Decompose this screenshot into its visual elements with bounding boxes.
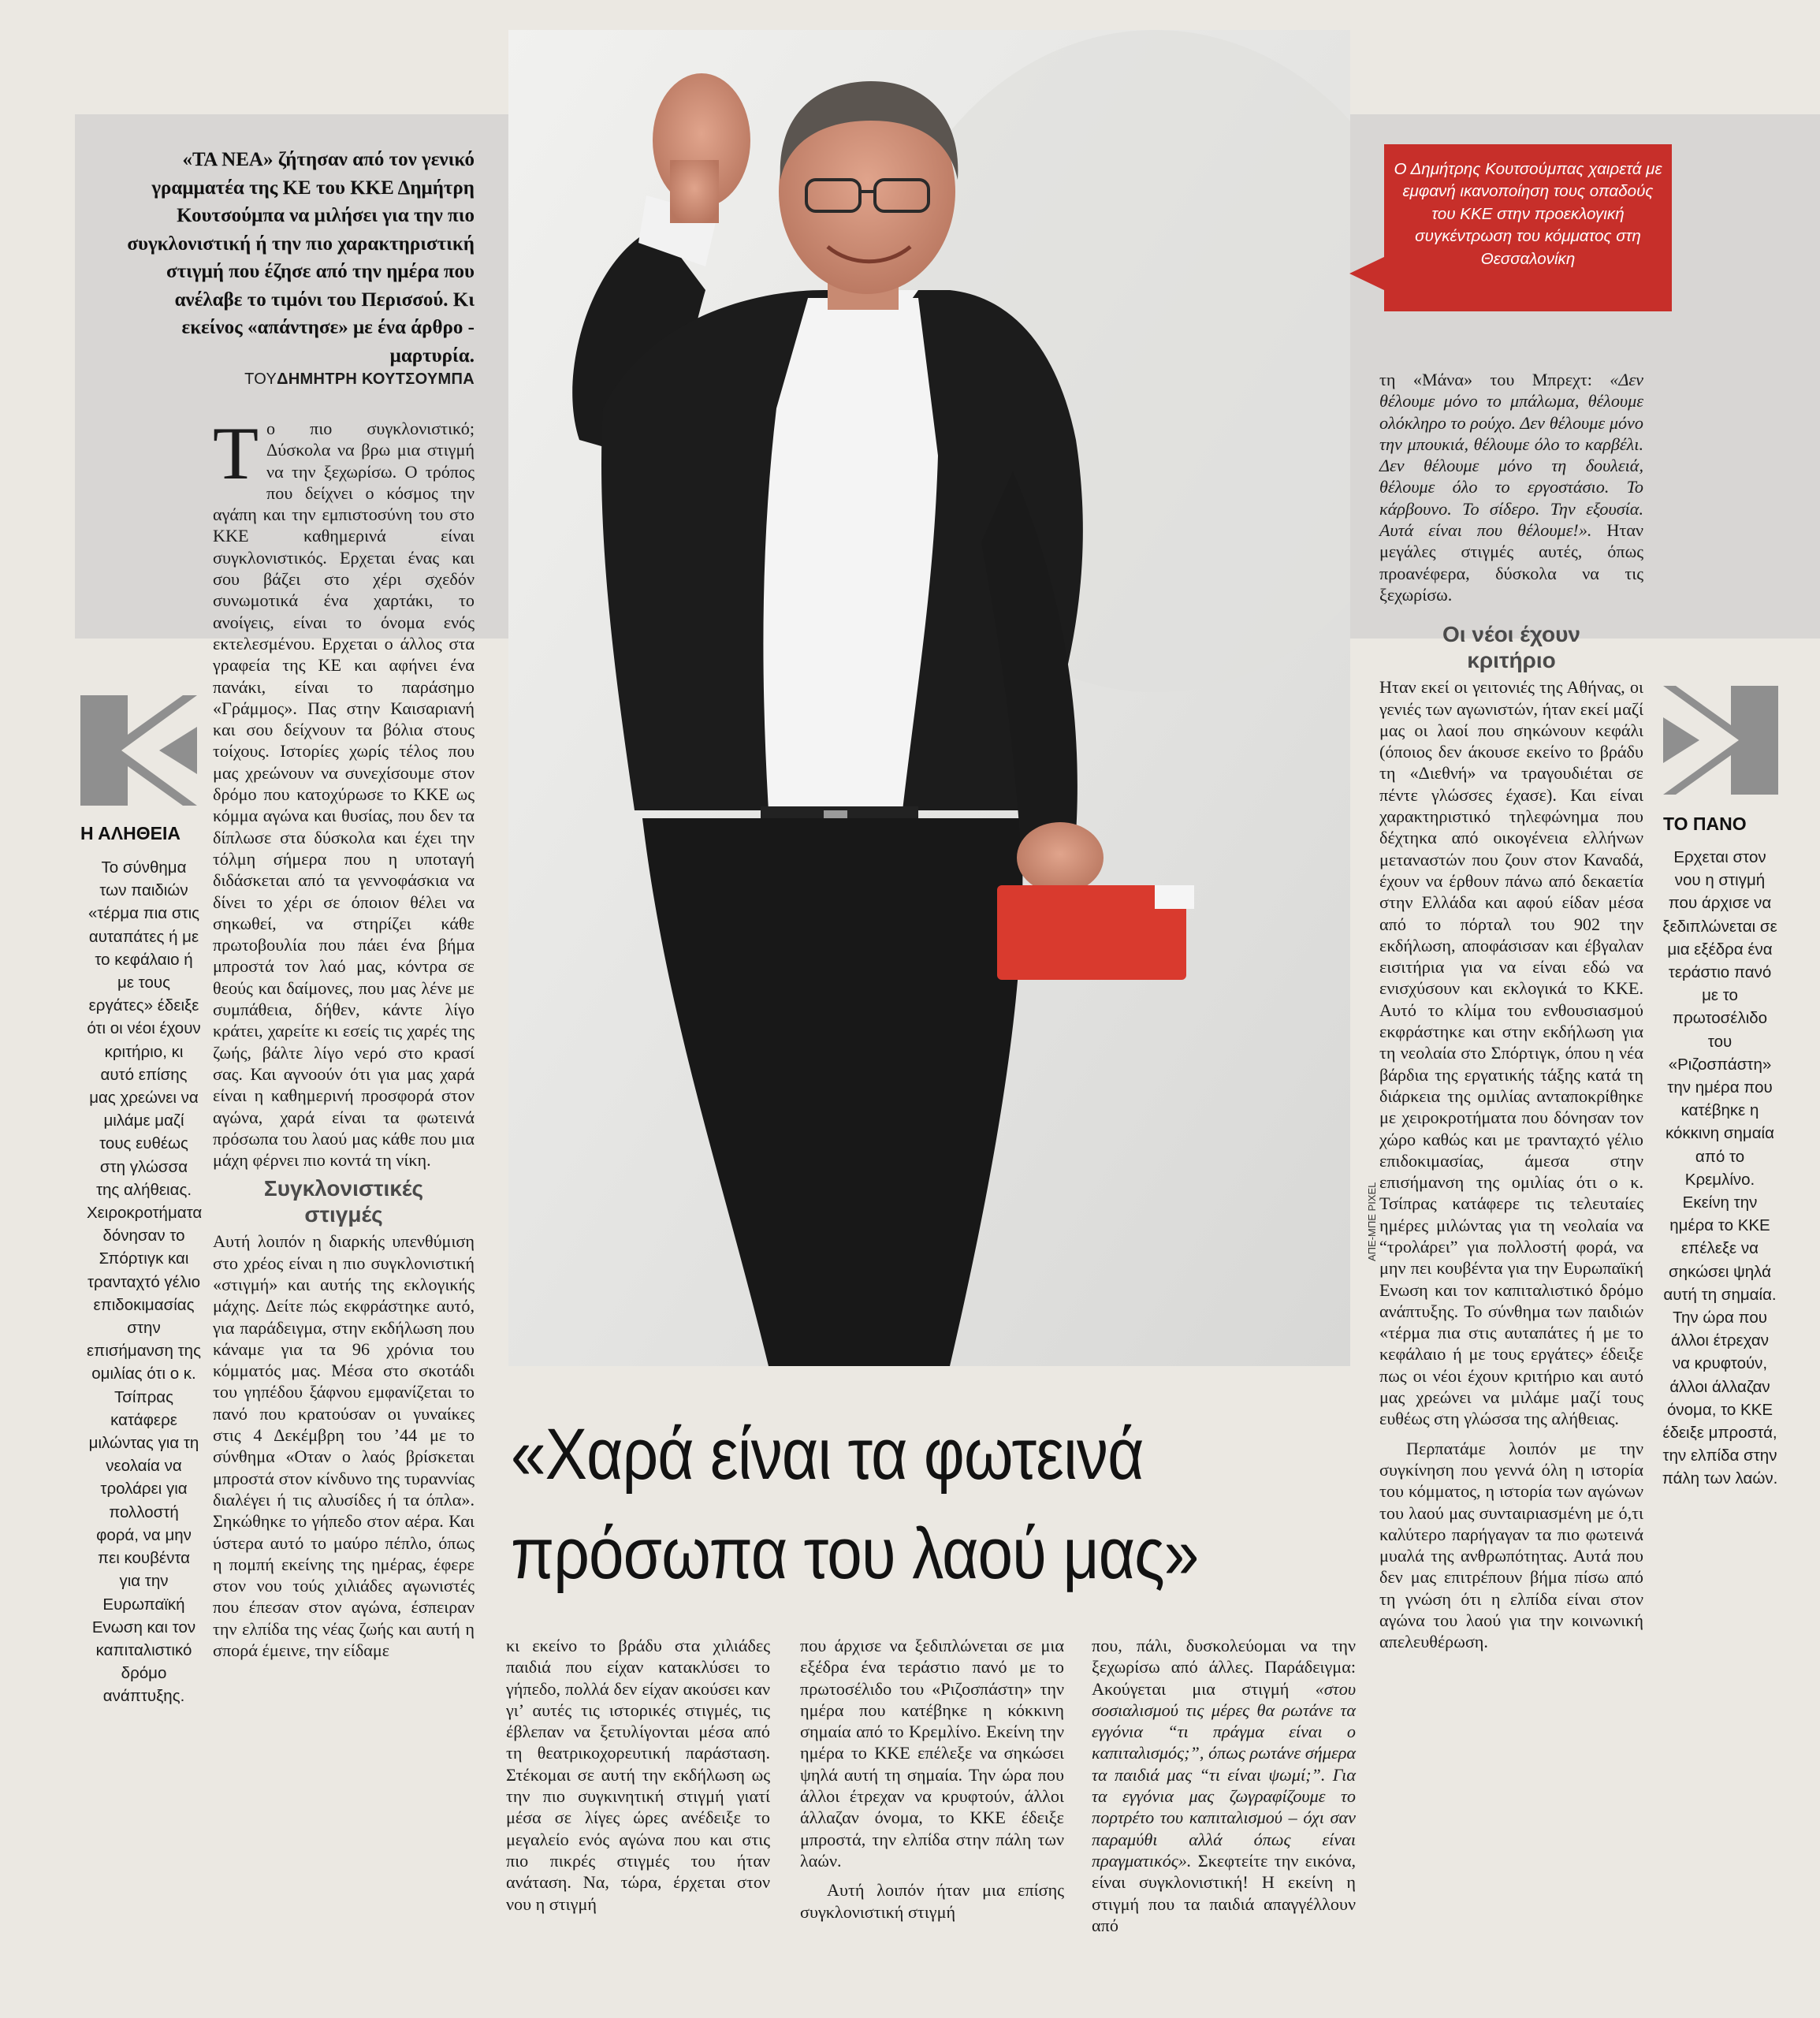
article-paragraph: Το πιο συγκλονιστικό; Δύσκολα να βρω μια στιγμή να την ξεχωρίσω. Ο τρόπος που δείχνει ο κόσμος την αγάπη και την εμπιστοσύνη του στο ΚΚΕ καθημερινά είναι συγκλονιστικός. Ερχεται ένας και σου βάζει στο χέρι σχεδόν συνωμοτικά ένα χαρτάκι, το ανοίγεις, είναι το όνομα ενός εκτελεσμένου. Ερχεται ο άλλος στα γραφεία της ΚΕ και αφήνει ένα πανάκι, είναι το παράσημο «Γράμμος». Πας στην Καισαριανή και σου δείχνουν τα βόλια στους τοίχους. Ιστορίες χωρίς τέλος που μας χρεώνουν να συνεχίσουμε στον δρόμο που κατοχύρωσε το ΚΚΕ ως κόμμα αγώνα και θυσίας, που δεν τα δίπλωσε στα δύσκολα και έχει την τόλμη σήμερα που η υποταγή διδάσκεται από τα γεννοφάσκια να δίνει το χέρι σε όποιον θέλει να σηκωθεί, να στηρίζει κάθε πρωτοβουλία που πάει ένα βήμα μπροστά τον λαό μας, κόντρα σε θεούς και δαίμονες, που μας λένε με συμπάθεια, δήθεν, κάντε λίγο κράτει, χαρείτε κι εσείς τις χαρές της ζωής, βάλτε λίγο νερό στο κρασί σας. Και αγνοούν ότι για μας χαρά είναι η καθημερινή προσφορά στον αγώνα, χαρά είναι τα φωτεινά πρόσωπα του λαού μας κάθε που μια μάχη φέρνει πιο κοντά τη νίκη.: [213, 411, 475, 1171]
sidebar-right-text: Ερχεται στον νου η στιγμή που άρχισε να ξεδιπλώνεται σε μια εξέδρα ένα τεράστιο πανό με το πρωτοσέλιδο του «Ριζοσπάστη» την ημέρα που κατέβηκε η κόκκινη σημαία από το Κρεμλίνο. Εκείνη την ημέρα το ΚΚΕ επέλεξε να σηκώσει ψηλά αυτή τη σημαία. Την ώρα που άλλοι έτρεχαν να κρυφτούν, άλλοι άλλαζαν όνομα, το ΚΚΕ έδειξε μπροστά, την ελπίδα στην πάλη των λαών.: [1662, 848, 1778, 1488]
article-column-3: [800, 1635, 1064, 1923]
article-photo: [508, 30, 1350, 1366]
subheading: Συγκλονιστικές στιγμές: [263, 1176, 424, 1227]
drop-cap: Τ: [213, 411, 259, 495]
quote-mark-icon: [1663, 686, 1778, 795]
article-paragraph: Αυτή λοιπόν η διαρκής υπενθύμιση στο χρέος είναι η πιο συγκλονιστική «στιγμή» και αυτής της εκλογικής μάχης. Δείτε πώς εκφράστηκε αυτό, για παράδειγμα, στην εκδήλωση που κάναμε για τα 96 χρόνια του κόμματός μας. Μέσα στο σκοτάδι του γηπέδου ξάφνου εμφανίζεται το πανό που κρατούσαν οι γυναίκες στις 4 Δεκέμβρη του ’44 με το σύνθημα «Οταν ο λαός βρίσκεται μπροστά στον κίνδυνο της τυραννίας διαλέγει ή τις αλυσίδες ή τα όπλα». Σηκώθηκε το γήπεδο στον αέρα. Και ύστερα αυτό το μαύρο πέπλο, όπως η πομπή εκείνης της ημέρας, έφερε στον νου τούς χιλιάδες αγωνιστές που έπεσαν στον αγώνα, έσπειραν την ελπίδα της νέας ζωής και αυτή η σπορά έμεινε, την είδαμε: [213, 1231, 475, 1661]
sidebar-right-title: ΤΟ ΠΑΝΟ: [1663, 814, 1747, 834]
caption-pointer: [1349, 256, 1386, 291]
article-paragraph: που, πάλι, δυσκολεύομαι να την ξεχωρίσω από άλλες. Παράδειγμα: Ακούγεται μια στιγμή «στου σοσιαλισμού τις μέρες θα ρωτάνε τα εγγόνια “τι πράγμα είναι ο καπιταλισμός;”, όπως ρωτάνε σήμερα τα παιδιά μας “τι είναι ψωμί;”. Για τα εγγόνια μας ζωγραφίζουμε το πορτρέτο του καπιταλισμού – όχι σαν παραμύθι αλλά όπως είναι πραγματικός». Σκεφτείτε την εικόνα, είναι συγκλονιστική! Η εκείνη η στιγμή που τα παιδιά απαγγέλλουν από: [1092, 1636, 1357, 1935]
byline: [213, 370, 475, 389]
lead-paragraph: «ΤΑ ΝΕΑ» ζήτησαν από τον γενικό γραμματέα της ΚΕ του ΚΚΕ Δημήτρη Κουτσούμπα να μιλήσει για την πιο συγκλονιστική ή την πιο χαρακτηριστική στιγμή που έζησε από την ημέρα που ανέλαβε το τιμόνι του Περισσού. Κι εκείνος «απάντησε» με ένα άρθρο - μαρτυρία.: [127, 149, 475, 367]
article-paragraph: τη «Μάνα» του Μπρεχτ: «Δεν θέλουμε μόνο το μπάλωμα, θέλουμε ολόκληρο το ρούχο. Δεν θέλουμε μόνο την μπουκιά, θέλουμε όλο το καρβέλι. Δεν θέλουμε μόνο τη δουλειά, θέλουμε όλο το εργοστάσιο. Το κάρβουνο. Το σίδερο. Την εξουσία. Αυτά είναι που θέλουμε!». Ηταν μεγάλες στιγμές αυτές, όπως προανέφερα, δύσκολα να τις ξεχωρίσω.: [1379, 370, 1643, 605]
politician-portrait-illustration: [508, 30, 1350, 1366]
byline-prefix: ΤΟΥ: [244, 370, 277, 388]
article-paragraph: Ηταν εκεί οι γειτονιές της Αθήνας, οι γενιές των αγωνιστών, ήταν εκεί μαζί μας οι λαοί που σηκώνουν κεφάλι (όποιος δεν άκουσε εκείνο το βράδυ τη «Διεθνή» να τραγουδιέται σε πέντε γλώσσες έχασε). Και είναι χαρακτηριστικό τηλεφώνημα που δέχτηκα από οικογένεια ελλήνων μεταναστών που ζουν στον Καναδά, έχουν να έρθουν πάνω από δεκαετία στην Ελλάδα και αφού είδαν μέσα από το πόρταλ του 902 την εκδήλωση, αποφάσισαν και έβγαλαν εισιτήρια για να είναι εδώ να ενισχύσουν και εκλογικά το ΚΚΕ. Αυτό το κλίμα του ενθουσιασμού εκφράστηκε και στην εκδήλωση για τη νεολαία στο Σπόρτιγκ, όπου η νέα βάρδια της εργατικής τάξης κατά τη διάρκεια της ομιλίας ανταποκρίθηκε με χειροκροτήματα που δόνησαν τον χώρο καθώς και με τρανταχτό γέλιο επιδοκιμασίας, άμεσα στην επισήμανση της ομιλίας ότι ο κ. Τσίπρας κατάφερε τις τελευταίες ημέρες μιλώντας για τη νεολαία να “τρολάρει” για πολλοστή φορά, να μην πει κουβέντα για την Ευρωπαϊκή Ενωση και τον καπιταλιστικό δρόμο ανάπτυξης. Το σύνθημα των παιδιών «τέρμα πια στις αυταπάτες ή με το κεφάλαιο ή με τους εργάτες» έδειξε πως οι νέοι έχουν κριτήριο και αυτό μας χρεώνει να μιλάμε μαζί τους ευθέως στη γλώσσα της αλήθειας.: [1379, 677, 1643, 1429]
sidebar-left-text: Το σύνθημα των παιδιών «τέρμα πια στις αυταπάτες ή με το κεφάλαιο ή με τους εργάτες» έδειξε ότι οι νέοι έχουν κριτήριο, κι αυτό επίσης μας χρεώνει να μιλάμε μαζί τους ευθέως στη γλώσσα της αλήθειας. Χειροκροτήματα δόνησαν το Σπόρτιγκ και τρανταχτό γέλιο επιδοκιμασίας στην επισήμανση της ομιλίας ότι ο κ. Τσίπρας κατάφερε μιλώντας για τη νεολαία να τρολάρει για πολλοστή φορά, να μην πει κουβέντα για την Ευρωπαϊκή Ενωση και τον καπιταλιστικό δρόμο ανάπτυξης.: [87, 858, 203, 1706]
sidebar-left-title: Η ΑΛΗΘΕΙΑ: [80, 823, 181, 843]
article-paragraph: Αυτή λοιπόν ήταν μια επίσης συγκλονιστική στιγμή: [800, 1880, 1064, 1922]
headline-line-1: «Χαρά είναι τα φωτεινά: [511, 1414, 1144, 1495]
article-column-4: [1092, 1635, 1356, 1936]
photo-caption: Ο Δημήτρης Κουτσούμπας χαιρετά με εμφανή ικανοποίηση τους οπαδούς του ΚΚΕ στην προεκλογική συγκέντρωση του κόμματος στη Θεσσαλονίκη: [1384, 144, 1672, 311]
article-paragraph: Περπατάμε λοιπόν με την συγκίνηση που γεννά όλη η ιστορία του κόμματος, η ιστορία των αγώνων του λαού μας συνταιριασμένη με ό,τι καλύτερο παρήγαγαν τα πιο φωτεινά μυαλά της ανθρωπότητας. Αυτά που δεν μας επιτρέπουν βήμα πίσω από τη γνώση ότι η ελπίδα είναι στον αγώνα του λαού για την κοινωνική απελευθέρωση.: [1379, 1438, 1643, 1652]
article-paragraph: που άρχισε να ξεδιπλώνεται σε μια εξέδρα ένα τεράστιο πανό με το πρωτοσέλιδο του «Ριζοσπάστη» την ημέρα που κατέβηκε η κόκκινη σημαία από το Κρεμλίνο. Εκείνη την ημέρα το ΚΚΕ επέλεξε να σηκώσει ψηλά αυτή τη σημαία. Την ώρα που άλλοι έτρεχαν να κρυφτούν, άλλοι άλλαζαν όνομα, το ΚΚΕ έδειξε μπροστά, την ελπίδα στην πάλη των λαών.: [800, 1636, 1064, 1871]
quote-mark-icon: [80, 695, 197, 806]
article-column-2: [506, 1635, 770, 1915]
headline-line-2: πρόσωπα του λαού μας»: [511, 1514, 1199, 1594]
subheading: Οι νέοι έχουν κριτήριο: [1442, 622, 1580, 673]
article-headline: [511, 1405, 1252, 1603]
photo-credit: ΑΠΕ-ΜΠΕ PIXEL: [1366, 1182, 1378, 1261]
article-column-1: [213, 411, 475, 1661]
article-column-5: [1379, 369, 1643, 1653]
article-paragraph: κι εκείνο το βράδυ στα χιλιάδες παιδιά που είχαν κατακλύσει το γήπεδο, πολλά δεν είχαν ακούσει καν γι’ αυτές τις ιστορικές στιγμές, τις έβλεπαν να ξετυλίγονται μέσα από τη θεατρικοχορευτική παράσταση. Στέκομαι σε αυτή την εκδήλωση ως την πιο συγκινητική στιγμή γιατί μέσα σε λίγες ώρες ανέδειξε το μεγαλείο ενός αγώνα που και στις πιο πικρές στιγμές του ήταν ανάταση. Να, τώρα, έρχεται στον νου η στιγμή: [506, 1636, 770, 1914]
byline-author: ΔΗΜΗΤΡΗ ΚΟΥΤΣΟΥΜΠΑ: [277, 370, 475, 388]
